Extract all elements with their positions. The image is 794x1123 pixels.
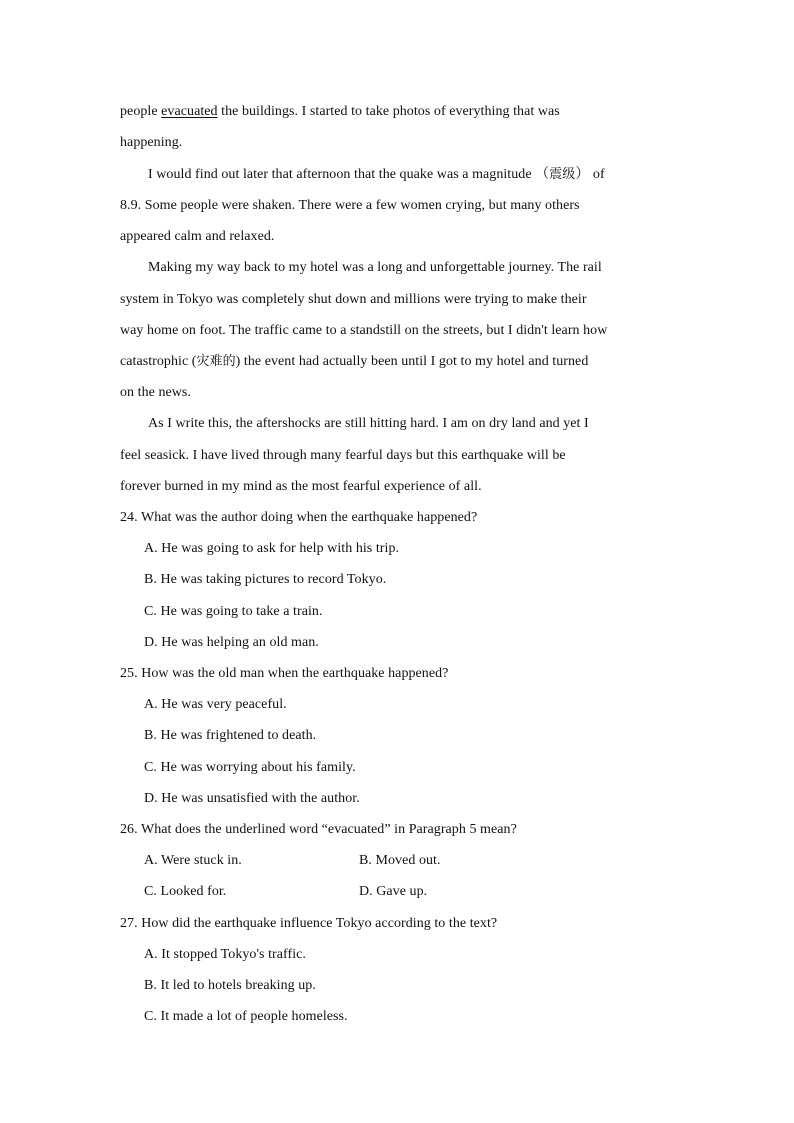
text-run: catastrophic (	[120, 354, 197, 369]
answer-option: A. He was very peaceful.	[144, 697, 287, 712]
answer-option: A. He was going to ask for help with his trip.	[144, 541, 400, 556]
answer-option: D. Gave up.	[359, 884, 428, 899]
chinese-gloss: 震级	[549, 167, 576, 182]
passage-line: system in Tokyo was completely shut down and millions were trying to make their	[120, 292, 587, 307]
answer-option: B. He was taking pictures to record Tokyo.	[144, 572, 387, 587]
answer-option: C. He was going to take a train.	[144, 604, 323, 619]
underlined-word: evacuated	[161, 104, 218, 119]
question-stem: 26. What does the underlined word “evacuated” in Paragraph 5 mean?	[120, 822, 517, 837]
passage-line: forever burned in my mind as the most fearful experience of all.	[120, 479, 482, 494]
chinese-gloss: 灾难的	[196, 354, 236, 369]
passage-line: 8.9. Some people were shaken. There were a few women crying, but many others	[120, 198, 580, 213]
question-stem: 25. How was the old man when the earthquake happened?	[120, 666, 449, 681]
answer-option: B. It led to hotels breaking up.	[144, 978, 316, 993]
passage-line: on the news.	[120, 385, 191, 400]
answer-option: C. It made a lot of people homeless.	[144, 1009, 348, 1024]
passage-line: Making my way back to my hotel was a long and unforgettable journey. The rail	[148, 260, 602, 275]
passage-line: As I write this, the aftershocks are still hitting hard. I am on dry land and yet I	[148, 416, 589, 431]
passage-line: appeared calm and relaxed.	[120, 229, 275, 244]
passage-line: way home on foot. The traffic came to a standstill on the streets, but I didn't learn how	[120, 323, 608, 338]
passage-line: happening.	[120, 135, 183, 150]
text-run: people	[120, 104, 162, 119]
answer-option: B. He was frightened to death.	[144, 728, 317, 743]
text-run: I would find out later that afternoon that the quake was a magnitude （	[148, 167, 550, 182]
passage-line: feel seasick. I have lived through many fearful days but this earthquake will be	[120, 448, 566, 463]
answer-option: B. Moved out.	[359, 853, 441, 868]
question-stem: 27. How did the earthquake influence Tokyo according to the text?	[120, 916, 498, 931]
answer-option: D. He was unsatisfied with the author.	[144, 791, 360, 806]
text-run: the buildings. I started to take photos of everything that was	[217, 104, 560, 119]
answer-option: C. Looked for.	[144, 884, 227, 899]
question-stem: 24. What was the author doing when the earthquake happened?	[120, 510, 478, 525]
text-run: ) the event had actually been until I got to my hotel and turned	[235, 354, 589, 369]
answer-option: C. He was worrying about his family.	[144, 760, 356, 775]
text-run: ） of	[575, 167, 605, 182]
answer-option: A. Were stuck in.	[144, 853, 242, 868]
answer-option: D. He was helping an old man.	[144, 635, 319, 650]
passage-line	[120, 103, 560, 121]
passage-line	[148, 166, 605, 184]
answer-option: A. It stopped Tokyo's traffic.	[144, 947, 306, 962]
passage-line	[120, 353, 588, 371]
